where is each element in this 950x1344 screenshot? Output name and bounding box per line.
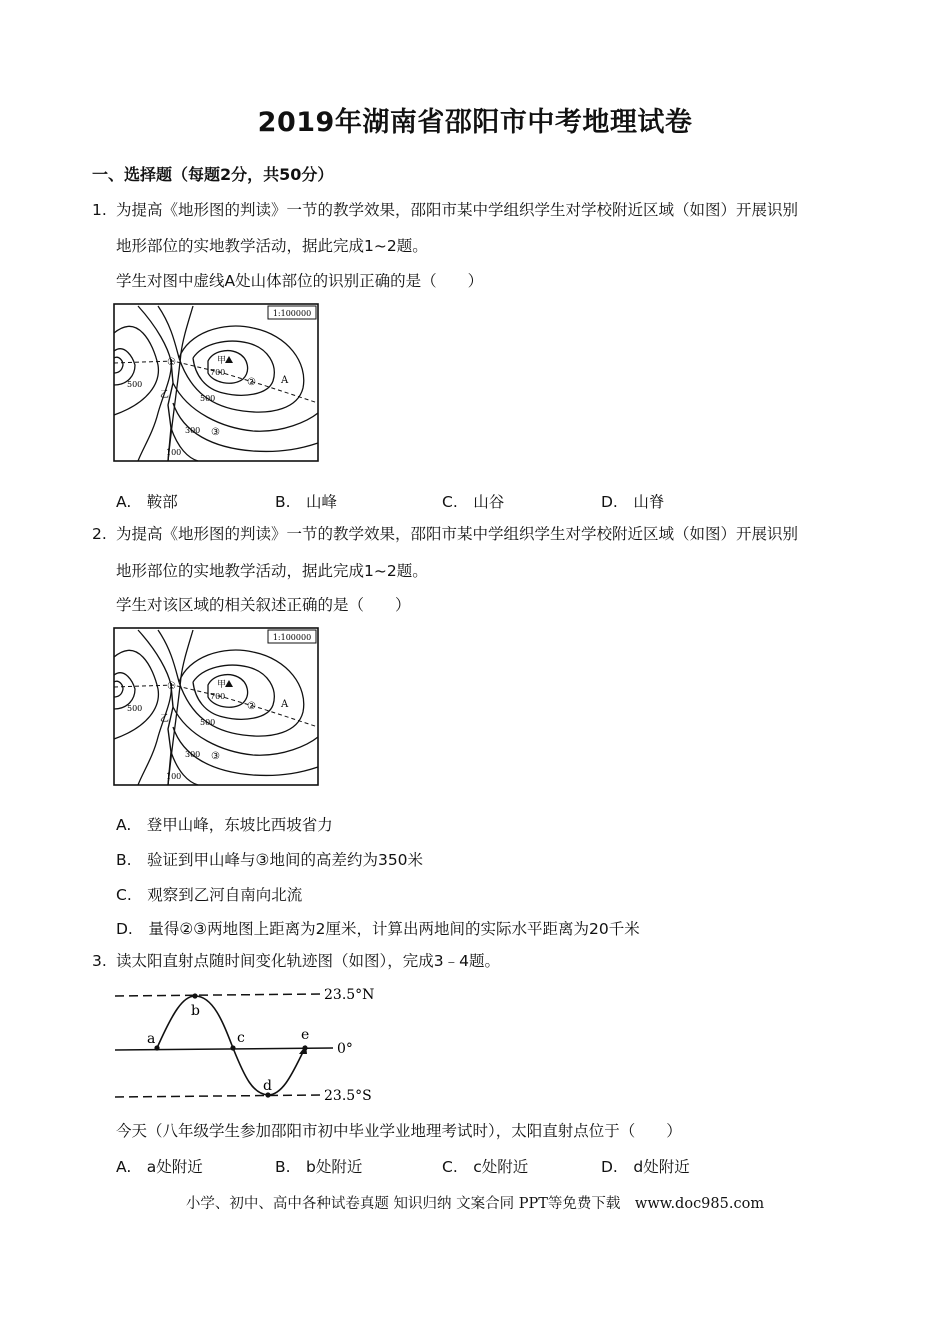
map-label-a: A: [281, 375, 289, 386]
map-label-500a: 500: [127, 704, 143, 713]
map-label-2: ②: [247, 377, 256, 388]
point-b-label: b: [191, 1003, 200, 1019]
q1-number: 1.: [92, 201, 107, 219]
map-label-100: 100: [166, 772, 182, 781]
q1-stem-line2: 地形部位的实地教学活动，据此完成1~2题。: [116, 237, 428, 255]
q1-stem-line1: 为提高《地形图的判读》一节的教学效果，邵阳市某中学组织学生对学校附近区域（如图）开展识别: [116, 201, 799, 219]
map-label-1: ①: [167, 681, 176, 692]
tropic-north-label: 23.5°N: [324, 987, 375, 1003]
map-label-3: ③: [211, 751, 220, 762]
tropic-south-line: [115, 1095, 321, 1097]
q3-option-d[interactable]: D. d处附近: [601, 1158, 690, 1176]
contour-map-1: [113, 303, 319, 463]
peak-label: 甲: [217, 356, 227, 366]
map-label-700: 700: [210, 368, 226, 377]
q2-option-d[interactable]: D. 量得②③两地图上距离为2厘米，计算出两地间的实际水平距离为20千米: [116, 920, 640, 938]
q2-option-b[interactable]: B. 验证到甲山峰与③地间的高差约为350米: [116, 851, 424, 869]
peak-label: 甲: [217, 680, 227, 690]
point-a-label: a: [147, 1031, 156, 1047]
section-heading: 一、选择题（每题2分，共50分）: [92, 165, 334, 184]
q1-question: 学生对图中虚线A处山体部位的识别正确的是（ ）: [116, 272, 484, 290]
map-scale: 1:100000: [272, 309, 312, 318]
point-e-label: e: [301, 1027, 310, 1043]
point-d-label: d: [263, 1078, 272, 1094]
equator-label: 0°: [337, 1041, 353, 1057]
sun-path-diagram: [113, 982, 375, 1104]
point-c: [230, 1045, 235, 1050]
q2-option-c[interactable]: C. 观察到乙河自南向北流: [116, 886, 303, 904]
map-label-3: ③: [211, 427, 220, 438]
q3-question: 今天（八年级学生参加邵阳市初中毕业学业地理考试时），太阳直射点位于（ ）: [116, 1122, 682, 1140]
map-label-500a: 500: [127, 380, 143, 389]
q2-number: 2.: [92, 525, 107, 543]
tropic-north-line: [115, 994, 321, 996]
page-footer: 小学、初中、高中各种试卷真题 知识归纳 文案合同 PPT等免费下载 www.doc985.com: [185, 1196, 765, 1212]
q3-option-c[interactable]: C. c处附近: [442, 1158, 529, 1176]
map-label-river: 乙: [160, 714, 170, 724]
q2-option-a[interactable]: A. 登甲山峰，东坡比西坡省力: [116, 816, 333, 834]
map-label-2: ②: [247, 701, 256, 712]
point-e: [302, 1045, 307, 1050]
q2-question: 学生对该区域的相关叙述正确的是（ ）: [116, 596, 411, 614]
equator-line: [115, 1048, 333, 1050]
page-title: 2019年湖南省邵阳市中考地理试卷: [257, 107, 693, 138]
map-label-river: 乙: [160, 390, 170, 400]
q2-stem-line2: 地形部位的实地教学活动，据此完成1~2题。: [116, 562, 428, 580]
map-scale: 1:100000: [272, 633, 312, 642]
map-label-500b: 500: [200, 718, 216, 727]
q1-option-d[interactable]: D. 山脊: [601, 493, 665, 511]
q3-stem: 读太阳直射点随时间变化轨迹图（如图），完成3﹣4题。: [116, 952, 500, 970]
map-label-1: ①: [167, 357, 176, 368]
map-label-700: 700: [210, 692, 226, 701]
point-b: [192, 993, 197, 998]
q3-number: 3.: [92, 952, 107, 970]
map-label-300: 300: [185, 426, 201, 435]
q1-option-b[interactable]: B. 山峰: [275, 493, 338, 511]
sun-path-curve: [157, 996, 303, 1095]
contour-map-2: [113, 627, 319, 787]
q3-option-b[interactable]: B. b处附近: [275, 1158, 363, 1176]
q3-option-a[interactable]: A. a处附近: [116, 1158, 203, 1176]
q1-option-c[interactable]: C. 山谷: [442, 493, 505, 511]
map-label-300: 300: [185, 750, 201, 759]
tropic-south-label: 23.5°S: [324, 1088, 372, 1104]
map-label-500b: 500: [200, 394, 216, 403]
q1-option-a[interactable]: A. 鞍部: [116, 493, 178, 511]
point-c-label: c: [237, 1030, 245, 1046]
q2-stem-line1: 为提高《地形图的判读》一节的教学效果，邵阳市某中学组织学生对学校附近区域（如图）开展识别: [116, 525, 799, 543]
map-label-a: A: [281, 699, 289, 710]
map-label-100: 100: [166, 448, 182, 457]
